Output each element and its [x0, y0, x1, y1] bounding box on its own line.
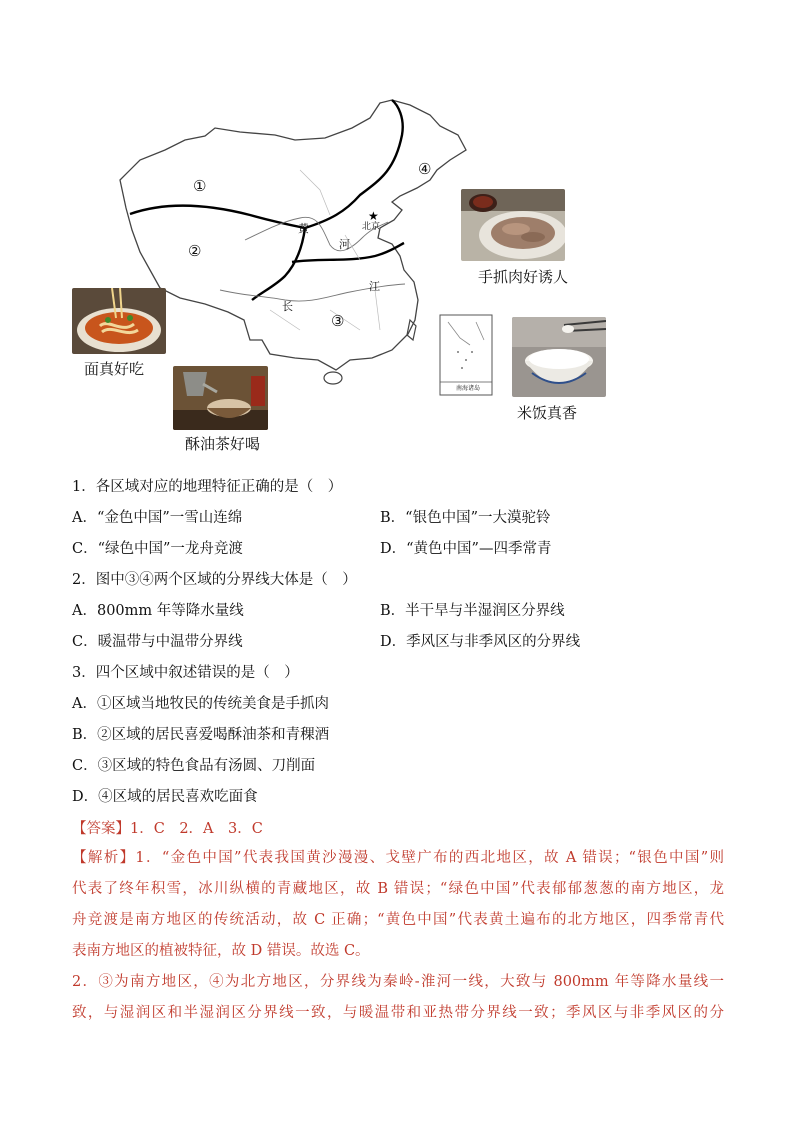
explanation-line: 表南方地区的植被特征，故 D 错误。故选 C。: [72, 943, 370, 959]
boundary-1-4: [305, 100, 403, 228]
explanation-line: 代表了终年积雪，冰川纵横的青藏地区，故 B 错误；“绿色中国”代表郁郁葱葱的南方地区，龙: [72, 881, 724, 897]
question-2-stem: 2．图中③④两个区域的分界线大体是（ ）: [72, 572, 357, 588]
noodle-caption: 面真好吃: [84, 360, 145, 378]
question-2-option-b: B．半干旱与半湿润区分界线: [380, 603, 565, 619]
china-region-map: [0, 0, 794, 470]
meat-photo: [461, 189, 565, 261]
hainan-island: [324, 372, 342, 384]
question-3-option-c: C．③区域的特色食品有汤圆、刀削面: [72, 758, 316, 774]
taiwan-island: [407, 320, 416, 340]
river-label-chang: 长: [282, 300, 293, 313]
tea-photo: [173, 366, 268, 430]
rice-caption: 米饭真香: [517, 404, 578, 422]
inset-label: 南海诸岛: [456, 385, 481, 392]
region-label-2: ②: [188, 242, 202, 260]
question-3-option-d: D．④区域的居民喜欢吃面食: [72, 789, 258, 805]
question-1-option-c: C．“绿色中国”一龙舟竞渡: [72, 541, 243, 557]
question-3-option-a: A．①区域当地牧民的传统美食是手抓肉: [72, 696, 329, 712]
question-3-option-b: B．②区域的居民喜爱喝酥油茶和青稞酒: [72, 727, 330, 743]
explanation-line: 2．③为南方地区，④为北方地区，分界线为秦岭-淮河一线，大致与 800mm 年等降水量线一: [72, 974, 724, 990]
region-label-3: ③: [331, 312, 345, 330]
question-2-option-a: A．800mm 年等降水量线: [72, 603, 244, 619]
region-label-4: ④: [418, 160, 432, 178]
river-label-huang: 黄: [298, 222, 309, 235]
meat-caption: 手抓肉好诱人: [478, 268, 569, 286]
explanation-line: 舟竞渡是南方地区的传统活动，故 C 正确；“黄色中国”代表黄土遍布的北方地区，四季常青代: [72, 912, 724, 928]
answer-line: 【答案】1．C 2．A 3．C: [72, 821, 263, 837]
explanation-line: 【解析】1．“金色中国”代表我国黄沙漫漫、戈壁广布的西北地区，故 A 错误；“银色中国”则: [72, 850, 724, 866]
question-1-option-a: A．“金色中国”一雪山连绵: [72, 510, 243, 526]
question-2-option-c: C．暖温带与中温带分界线: [72, 634, 243, 650]
question-1-option-d: D．“黄色中国”—四季常青: [380, 541, 552, 557]
explanation-line: 致，与湿润区和半湿润区分界线一致，与暖温带和亚热带分界线一致；季风区与非季风区的分: [72, 1005, 724, 1021]
question-2-option-d: D．季风区与非季风区的分界线: [380, 634, 581, 650]
rice-photo: [512, 317, 606, 397]
question-1-stem: 1．各区域对应的地理特征正确的是（ ）: [72, 479, 343, 495]
explanation-block: [72, 843, 724, 1029]
question-1-option-b: B．“银色中国”一大漠驼铃: [380, 510, 551, 526]
river-label-he: 河: [339, 238, 350, 251]
river-label-jiang: 江: [369, 280, 380, 293]
beijing-star-icon: ★: [368, 209, 379, 223]
noodle-photo: [72, 288, 166, 354]
region-label-1: ①: [193, 177, 207, 195]
boundary-2-3: [252, 228, 305, 300]
question-3-stem: 3．四个区域中叙述错误的是（ ）: [72, 665, 299, 681]
tea-caption: 酥油茶好喝: [185, 435, 261, 453]
china-outline: [120, 100, 466, 370]
city-label-beijing: 北京: [362, 222, 381, 232]
